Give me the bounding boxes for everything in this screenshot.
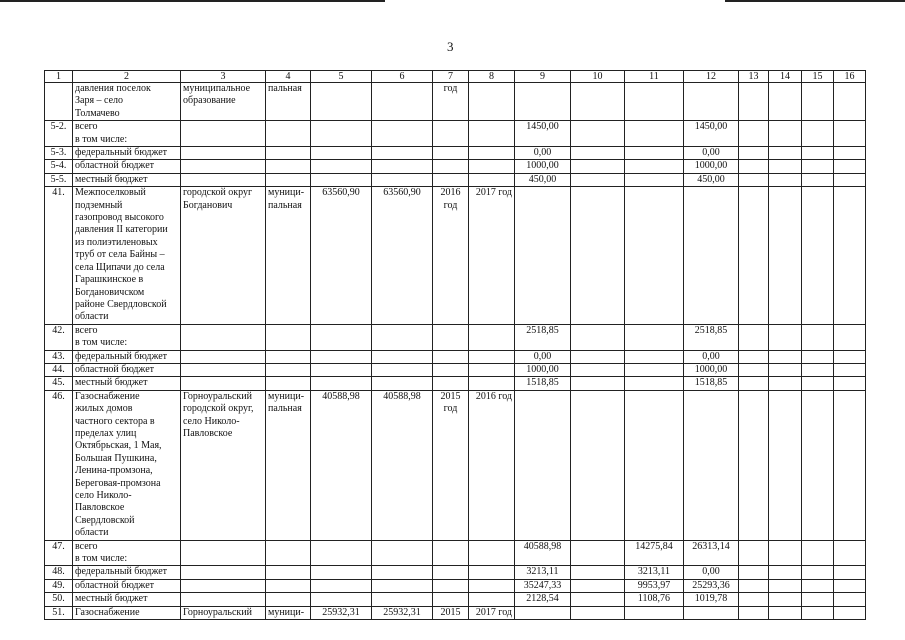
owner-cell: городской округ Богданович xyxy=(181,187,266,324)
empty-cell xyxy=(739,187,769,324)
cost-cell xyxy=(311,324,372,350)
table-row xyxy=(45,83,866,121)
amount-col-12: 1000,00 xyxy=(684,363,739,376)
end-year-cell xyxy=(469,363,515,376)
empty-cell xyxy=(769,377,802,390)
amount-col-10 xyxy=(571,324,625,350)
amount-col-10 xyxy=(571,579,625,592)
item-name: областной бюджет xyxy=(73,363,181,376)
empty-cell xyxy=(739,540,769,566)
cost-total-cell xyxy=(372,324,433,350)
end-year-cell xyxy=(469,566,515,579)
cost-total-cell xyxy=(372,579,433,592)
end-year-cell xyxy=(469,160,515,173)
empty-cell xyxy=(769,540,802,566)
cost-total-cell xyxy=(372,363,433,376)
col-header: 1 xyxy=(45,71,73,83)
item-name: всего в том числе: xyxy=(73,540,181,566)
end-year-cell: 2017 год xyxy=(469,187,515,324)
empty-cell xyxy=(834,390,866,540)
amount-col-11: 1108,76 xyxy=(625,593,684,606)
row-number: 5-3. xyxy=(45,147,73,160)
empty-cell xyxy=(834,566,866,579)
table-row xyxy=(45,160,866,173)
total-amount-cell xyxy=(515,83,571,121)
item-name: федеральный бюджет xyxy=(73,566,181,579)
end-year-cell xyxy=(469,377,515,390)
amount-col-12 xyxy=(684,606,739,619)
amount-col-11 xyxy=(625,606,684,619)
row-number: 5-5. xyxy=(45,173,73,186)
ownership-cell xyxy=(266,377,311,390)
amount-col-12: 0,00 xyxy=(684,147,739,160)
cost-total-cell xyxy=(372,377,433,390)
item-name: местный бюджет xyxy=(73,173,181,186)
amount-col-12: 0,00 xyxy=(684,350,739,363)
item-name: всего в том числе: xyxy=(73,121,181,147)
empty-cell xyxy=(802,324,834,350)
col-header: 7 xyxy=(433,71,469,83)
amount-col-11: 3213,11 xyxy=(625,566,684,579)
empty-cell xyxy=(802,377,834,390)
owner-cell xyxy=(181,160,266,173)
table-row xyxy=(45,377,866,390)
item-name: областной бюджет xyxy=(73,579,181,592)
empty-cell xyxy=(739,606,769,619)
empty-cell xyxy=(834,540,866,566)
row-number xyxy=(45,83,73,121)
total-amount-cell: 1000,00 xyxy=(515,160,571,173)
start-year-cell xyxy=(433,160,469,173)
empty-cell xyxy=(769,390,802,540)
empty-cell xyxy=(802,350,834,363)
end-year-cell xyxy=(469,147,515,160)
amount-col-12: 0,00 xyxy=(684,566,739,579)
cost-cell xyxy=(311,540,372,566)
cost-total-cell xyxy=(372,350,433,363)
row-number: 49. xyxy=(45,579,73,592)
amount-col-10 xyxy=(571,160,625,173)
total-amount-cell: 3213,11 xyxy=(515,566,571,579)
col-header: 10 xyxy=(571,71,625,83)
owner-cell: муниципальное образование xyxy=(181,83,266,121)
ownership-cell xyxy=(266,363,311,376)
end-year-cell xyxy=(469,593,515,606)
empty-cell xyxy=(739,160,769,173)
empty-cell xyxy=(769,83,802,121)
empty-cell xyxy=(769,579,802,592)
empty-cell xyxy=(769,173,802,186)
empty-cell xyxy=(802,147,834,160)
empty-cell xyxy=(739,579,769,592)
empty-cell xyxy=(739,390,769,540)
total-amount-cell xyxy=(515,187,571,324)
col-header: 14 xyxy=(769,71,802,83)
amount-col-12: 25293,36 xyxy=(684,579,739,592)
empty-cell xyxy=(834,121,866,147)
total-amount-cell: 1000,00 xyxy=(515,363,571,376)
top-rule-left xyxy=(0,0,385,2)
row-number: 44. xyxy=(45,363,73,376)
empty-cell xyxy=(834,593,866,606)
empty-cell xyxy=(802,566,834,579)
cost-total-cell xyxy=(372,147,433,160)
cost-cell xyxy=(311,173,372,186)
col-header: 2 xyxy=(73,71,181,83)
ownership-cell xyxy=(266,324,311,350)
cost-cell: 40588,98 xyxy=(311,390,372,540)
amount-col-11 xyxy=(625,187,684,324)
empty-cell xyxy=(802,160,834,173)
empty-cell xyxy=(802,83,834,121)
ownership-cell xyxy=(266,121,311,147)
col-header: 8 xyxy=(469,71,515,83)
empty-cell xyxy=(834,147,866,160)
ownership-cell xyxy=(266,579,311,592)
amount-col-11 xyxy=(625,350,684,363)
start-year-cell xyxy=(433,324,469,350)
cost-total-cell xyxy=(372,540,433,566)
amount-col-12: 1000,00 xyxy=(684,160,739,173)
end-year-cell xyxy=(469,83,515,121)
table-row xyxy=(45,390,866,540)
end-year-cell xyxy=(469,540,515,566)
empty-cell xyxy=(739,566,769,579)
amount-col-12 xyxy=(684,187,739,324)
ownership-cell: пальная xyxy=(266,83,311,121)
cost-total-cell: 40588,98 xyxy=(372,390,433,540)
table-row xyxy=(45,540,866,566)
item-name: Газоснабжение xyxy=(73,606,181,619)
amount-col-11: 14275,84 xyxy=(625,540,684,566)
empty-cell xyxy=(739,121,769,147)
empty-cell xyxy=(739,350,769,363)
amount-col-11 xyxy=(625,160,684,173)
amount-col-10 xyxy=(571,363,625,376)
row-number: 42. xyxy=(45,324,73,350)
amount-col-10 xyxy=(571,377,625,390)
owner-cell xyxy=(181,540,266,566)
start-year-cell xyxy=(433,566,469,579)
start-year-cell xyxy=(433,147,469,160)
cost-cell: 63560,90 xyxy=(311,187,372,324)
owner-cell: Горноуральский городской округ, село Николо- Павловское xyxy=(181,390,266,540)
end-year-cell: 2017 год xyxy=(469,606,515,619)
cost-cell xyxy=(311,160,372,173)
cost-cell xyxy=(311,363,372,376)
ownership-cell: муници- пальная xyxy=(266,187,311,324)
amount-col-10 xyxy=(571,593,625,606)
cost-total-cell: 25932,31 xyxy=(372,606,433,619)
owner-cell xyxy=(181,377,266,390)
cost-cell xyxy=(311,593,372,606)
amount-col-12: 26313,14 xyxy=(684,540,739,566)
amount-col-12: 2518,85 xyxy=(684,324,739,350)
empty-cell xyxy=(739,363,769,376)
empty-cell xyxy=(802,606,834,619)
row-number: 48. xyxy=(45,566,73,579)
amount-col-11 xyxy=(625,83,684,121)
total-amount-cell: 0,00 xyxy=(515,147,571,160)
total-amount-cell: 35247,33 xyxy=(515,579,571,592)
owner-cell xyxy=(181,324,266,350)
row-number: 50. xyxy=(45,593,73,606)
empty-cell xyxy=(834,83,866,121)
amount-col-10 xyxy=(571,540,625,566)
table-row xyxy=(45,363,866,376)
empty-cell xyxy=(769,147,802,160)
row-number: 51. xyxy=(45,606,73,619)
ownership-cell xyxy=(266,593,311,606)
amount-col-10 xyxy=(571,83,625,121)
owner-cell xyxy=(181,363,266,376)
item-name: давления поселок Заря – село Толмачево xyxy=(73,83,181,121)
empty-cell xyxy=(769,160,802,173)
amount-col-10 xyxy=(571,187,625,324)
end-year-cell xyxy=(469,121,515,147)
empty-cell xyxy=(769,566,802,579)
owner-cell xyxy=(181,566,266,579)
cost-cell xyxy=(311,83,372,121)
end-year-cell xyxy=(469,579,515,592)
empty-cell xyxy=(769,593,802,606)
ownership-cell xyxy=(266,566,311,579)
total-amount-cell xyxy=(515,390,571,540)
total-amount-cell: 450,00 xyxy=(515,173,571,186)
empty-cell xyxy=(834,160,866,173)
amount-col-11 xyxy=(625,363,684,376)
item-name: федеральный бюджет xyxy=(73,147,181,160)
empty-cell xyxy=(769,324,802,350)
empty-cell xyxy=(802,363,834,376)
column-number-row xyxy=(45,71,866,83)
cost-cell xyxy=(311,350,372,363)
empty-cell xyxy=(802,390,834,540)
cost-cell xyxy=(311,579,372,592)
owner-cell xyxy=(181,173,266,186)
budget-table xyxy=(44,70,866,620)
empty-cell xyxy=(834,377,866,390)
col-header: 16 xyxy=(834,71,866,83)
amount-col-11 xyxy=(625,324,684,350)
empty-cell xyxy=(769,363,802,376)
total-amount-cell: 2518,85 xyxy=(515,324,571,350)
col-header: 6 xyxy=(372,71,433,83)
item-name: всего в том числе: xyxy=(73,324,181,350)
amount-col-10 xyxy=(571,147,625,160)
col-header: 9 xyxy=(515,71,571,83)
cost-total-cell xyxy=(372,83,433,121)
empty-cell xyxy=(739,147,769,160)
ownership-cell: муници- пальная xyxy=(266,390,311,540)
start-year-cell xyxy=(433,579,469,592)
item-name: местный бюджет xyxy=(73,377,181,390)
col-header: 3 xyxy=(181,71,266,83)
owner-cell xyxy=(181,350,266,363)
end-year-cell xyxy=(469,173,515,186)
empty-cell xyxy=(834,173,866,186)
amount-col-11 xyxy=(625,377,684,390)
cost-total-cell xyxy=(372,566,433,579)
item-name: местный бюджет xyxy=(73,593,181,606)
owner-cell xyxy=(181,121,266,147)
top-rule-right xyxy=(725,0,905,2)
total-amount-cell: 1450,00 xyxy=(515,121,571,147)
owner-cell xyxy=(181,147,266,160)
owner-cell: Горноуральский xyxy=(181,606,266,619)
row-number: 46. xyxy=(45,390,73,540)
empty-cell xyxy=(739,83,769,121)
amount-col-11 xyxy=(625,173,684,186)
amount-col-10 xyxy=(571,121,625,147)
row-number: 5-2. xyxy=(45,121,73,147)
start-year-cell xyxy=(433,363,469,376)
empty-cell xyxy=(802,187,834,324)
total-amount-cell xyxy=(515,606,571,619)
start-year-cell xyxy=(433,540,469,566)
page-number: 3 xyxy=(447,39,454,54)
empty-cell xyxy=(834,324,866,350)
ownership-cell xyxy=(266,160,311,173)
empty-cell xyxy=(739,377,769,390)
ownership-cell xyxy=(266,173,311,186)
table-row xyxy=(45,147,866,160)
cost-total-cell: 63560,90 xyxy=(372,187,433,324)
item-name: федеральный бюджет xyxy=(73,350,181,363)
table-row xyxy=(45,579,866,592)
start-year-cell xyxy=(433,377,469,390)
cost-cell xyxy=(311,147,372,160)
amount-col-12: 1518,85 xyxy=(684,377,739,390)
end-year-cell: 2016 год xyxy=(469,390,515,540)
cost-cell xyxy=(311,566,372,579)
row-number: 45. xyxy=(45,377,73,390)
owner-cell xyxy=(181,593,266,606)
empty-cell xyxy=(769,121,802,147)
end-year-cell xyxy=(469,324,515,350)
start-year-cell: год xyxy=(433,83,469,121)
total-amount-cell: 40588,98 xyxy=(515,540,571,566)
empty-cell xyxy=(769,606,802,619)
empty-cell xyxy=(769,187,802,324)
amount-col-11: 9953,97 xyxy=(625,579,684,592)
owner-cell xyxy=(181,579,266,592)
empty-cell xyxy=(739,324,769,350)
start-year-cell: 2016 год xyxy=(433,187,469,324)
total-amount-cell: 0,00 xyxy=(515,350,571,363)
empty-cell xyxy=(739,173,769,186)
row-number: 5-4. xyxy=(45,160,73,173)
amount-col-12: 1450,00 xyxy=(684,121,739,147)
col-header: 5 xyxy=(311,71,372,83)
end-year-cell xyxy=(469,350,515,363)
amount-col-11 xyxy=(625,121,684,147)
empty-cell xyxy=(802,593,834,606)
empty-cell xyxy=(802,579,834,592)
table-row xyxy=(45,593,866,606)
empty-cell xyxy=(834,363,866,376)
cost-cell: 25932,31 xyxy=(311,606,372,619)
cost-total-cell xyxy=(372,593,433,606)
empty-cell xyxy=(802,173,834,186)
item-name: Газоснабжение жилых домов частного сектора в пределах улиц Октябрьская, 1 Мая, Большая Пушкина, Ленина-промзона, Береговая-промзона село Николо- Павловское Свердловской области xyxy=(73,390,181,540)
row-number: 43. xyxy=(45,350,73,363)
table-row xyxy=(45,606,866,619)
total-amount-cell: 1518,85 xyxy=(515,377,571,390)
table-body xyxy=(45,71,866,620)
start-year-cell xyxy=(433,350,469,363)
ownership-cell: муници- xyxy=(266,606,311,619)
amount-col-10 xyxy=(571,566,625,579)
row-number: 41. xyxy=(45,187,73,324)
col-header: 13 xyxy=(739,71,769,83)
cost-total-cell xyxy=(372,173,433,186)
table-row xyxy=(45,324,866,350)
item-name: Межпоселковый подземный газопровод высокого давления II категории из полиэтиленовых труб от села Байны – села Щипачи до села Гарашкинское в Богдановичском районе Свердловской области xyxy=(73,187,181,324)
empty-cell xyxy=(802,540,834,566)
empty-cell xyxy=(802,121,834,147)
row-number: 47. xyxy=(45,540,73,566)
cost-cell xyxy=(311,377,372,390)
item-name: областной бюджет xyxy=(73,160,181,173)
total-amount-cell: 2128,54 xyxy=(515,593,571,606)
amount-col-11 xyxy=(625,147,684,160)
amount-col-11 xyxy=(625,390,684,540)
table-row xyxy=(45,173,866,186)
col-header: 4 xyxy=(266,71,311,83)
ownership-cell xyxy=(266,350,311,363)
start-year-cell: 2015 год xyxy=(433,390,469,540)
amount-col-10 xyxy=(571,173,625,186)
empty-cell xyxy=(769,350,802,363)
cost-cell xyxy=(311,121,372,147)
empty-cell xyxy=(834,350,866,363)
empty-cell xyxy=(834,187,866,324)
cost-total-cell xyxy=(372,121,433,147)
empty-cell xyxy=(834,606,866,619)
amount-col-10 xyxy=(571,350,625,363)
amount-col-12 xyxy=(684,390,739,540)
table-row xyxy=(45,187,866,324)
table-row xyxy=(45,350,866,363)
start-year-cell xyxy=(433,121,469,147)
col-header: 11 xyxy=(625,71,684,83)
table-row xyxy=(45,566,866,579)
amount-col-10 xyxy=(571,390,625,540)
amount-col-10 xyxy=(571,606,625,619)
empty-cell xyxy=(834,579,866,592)
start-year-cell xyxy=(433,173,469,186)
cost-total-cell xyxy=(372,160,433,173)
col-header: 12 xyxy=(684,71,739,83)
ownership-cell xyxy=(266,540,311,566)
amount-col-12: 1019,78 xyxy=(684,593,739,606)
start-year-cell xyxy=(433,593,469,606)
start-year-cell: 2015 xyxy=(433,606,469,619)
amount-col-12: 450,00 xyxy=(684,173,739,186)
col-header: 15 xyxy=(802,71,834,83)
empty-cell xyxy=(739,593,769,606)
ownership-cell xyxy=(266,147,311,160)
amount-col-12 xyxy=(684,83,739,121)
table-row xyxy=(45,121,866,147)
